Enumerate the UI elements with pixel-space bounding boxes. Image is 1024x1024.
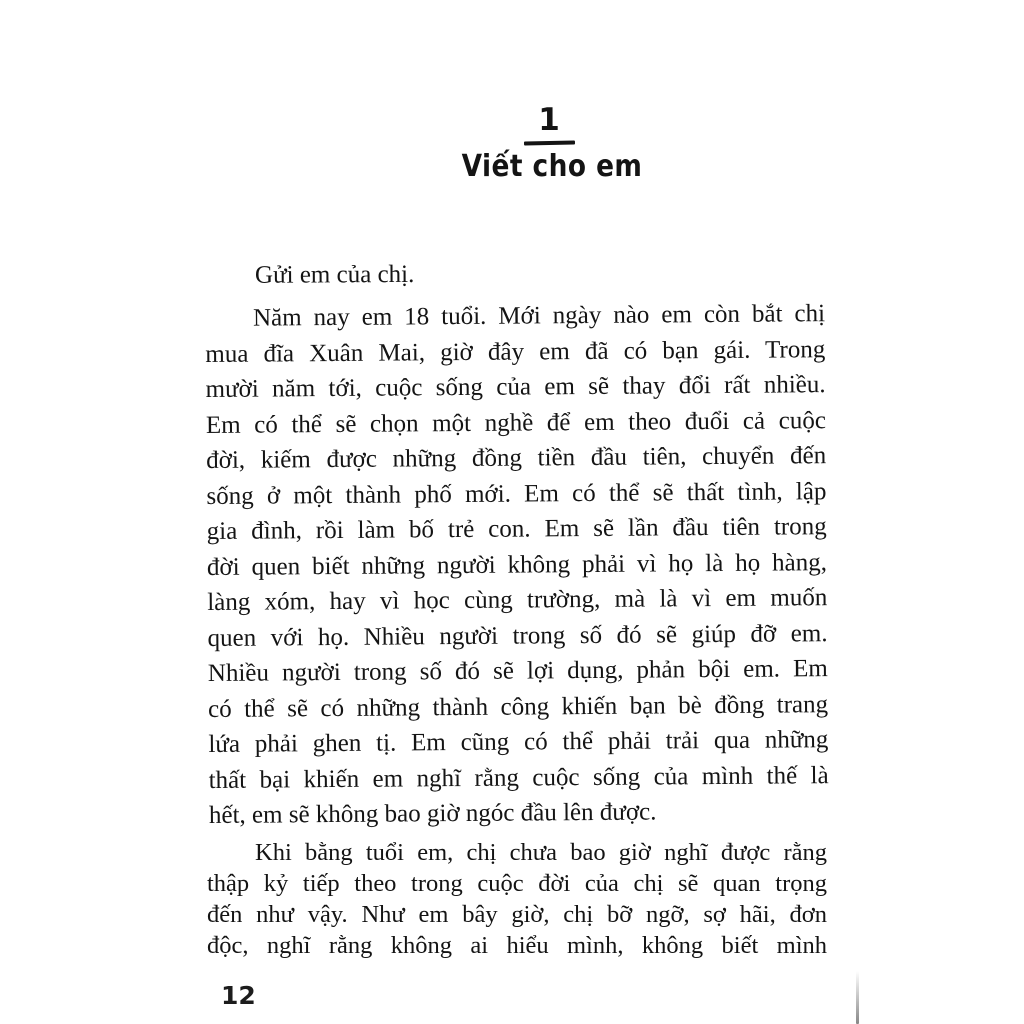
paragraph-reflection [207, 837, 827, 961]
text-line: Gửi em của chị. [254, 260, 415, 289]
chapter-underline [524, 140, 575, 145]
text-line: độc, nghĩ rằng không ai hiểu mình, không biết mình [207, 932, 827, 959]
text-line: thập kỷ tiếp theo trong cuộc đời của chị sẽ quan trọng [207, 870, 827, 897]
text-line: Nhiều người trong số đó sẽ lợi dụng, phản bội em. Em [207, 655, 828, 687]
page-number: 12 [221, 981, 256, 1010]
text-line: đời quen biết những người không phải vì họ là họ hàng, [206, 548, 828, 581]
chapter-number: 1 [538, 102, 560, 138]
text-line: mười năm tới, cuộc sống của em sẽ thay đổi rất nhiều. [205, 371, 826, 404]
text-line: sống ở một thành phố mới. Em có thể sẽ thất tình, lập [206, 477, 827, 510]
paragraph-main [205, 296, 829, 833]
text-line: đến như vậy. Như em bây giờ, chị bỡ ngỡ, sợ hãi, đơn [207, 901, 827, 928]
text-line: làng xóm, hay vì học cùng trường, mà là vì em muốn [207, 584, 828, 616]
text-line: thất bại khiến em nghĩ rằng cuộc sống của mình thế là [208, 761, 829, 794]
text-line: hết, em sẽ không bao giờ ngóc đầu lên được. [208, 798, 657, 829]
text-line: đời, kiếm được những đồng tiền đầu tiên, chuyển đến [206, 442, 827, 475]
paragraph-salutation [207, 255, 827, 294]
page-edge-shadow [856, 971, 859, 1024]
text-line: Khi bằng tuổi em, chị chưa bao giờ nghĩ được rằng [255, 839, 827, 866]
text-line: quen với họ. Nhiều người trong số đó sẽ giúp đỡ em. [207, 619, 828, 652]
text-line: Năm nay em 18 tuổi. Mới ngày nào em còn bắt chị [252, 300, 826, 332]
text-line: lứa phải ghen tị. Em cũng có thể phải trải qua những [208, 726, 829, 758]
chapter-title: Viết cho em [461, 149, 643, 184]
text-line: gia đình, rồi làm bố trẻ con. Em sẽ lần đầu tiên trong [206, 513, 827, 546]
text-line: có thể sẽ có những thành công khiến bạn bè đồng trang [208, 690, 829, 723]
text-line: mua đĩa Xuân Mai, giờ đây em đã có bạn gái. Trong [205, 335, 826, 368]
chapter-header [0, 0, 1024, 210]
text-line: Em có thể sẽ chọn một nghề để em theo đuổi cả cuộc [205, 406, 826, 439]
